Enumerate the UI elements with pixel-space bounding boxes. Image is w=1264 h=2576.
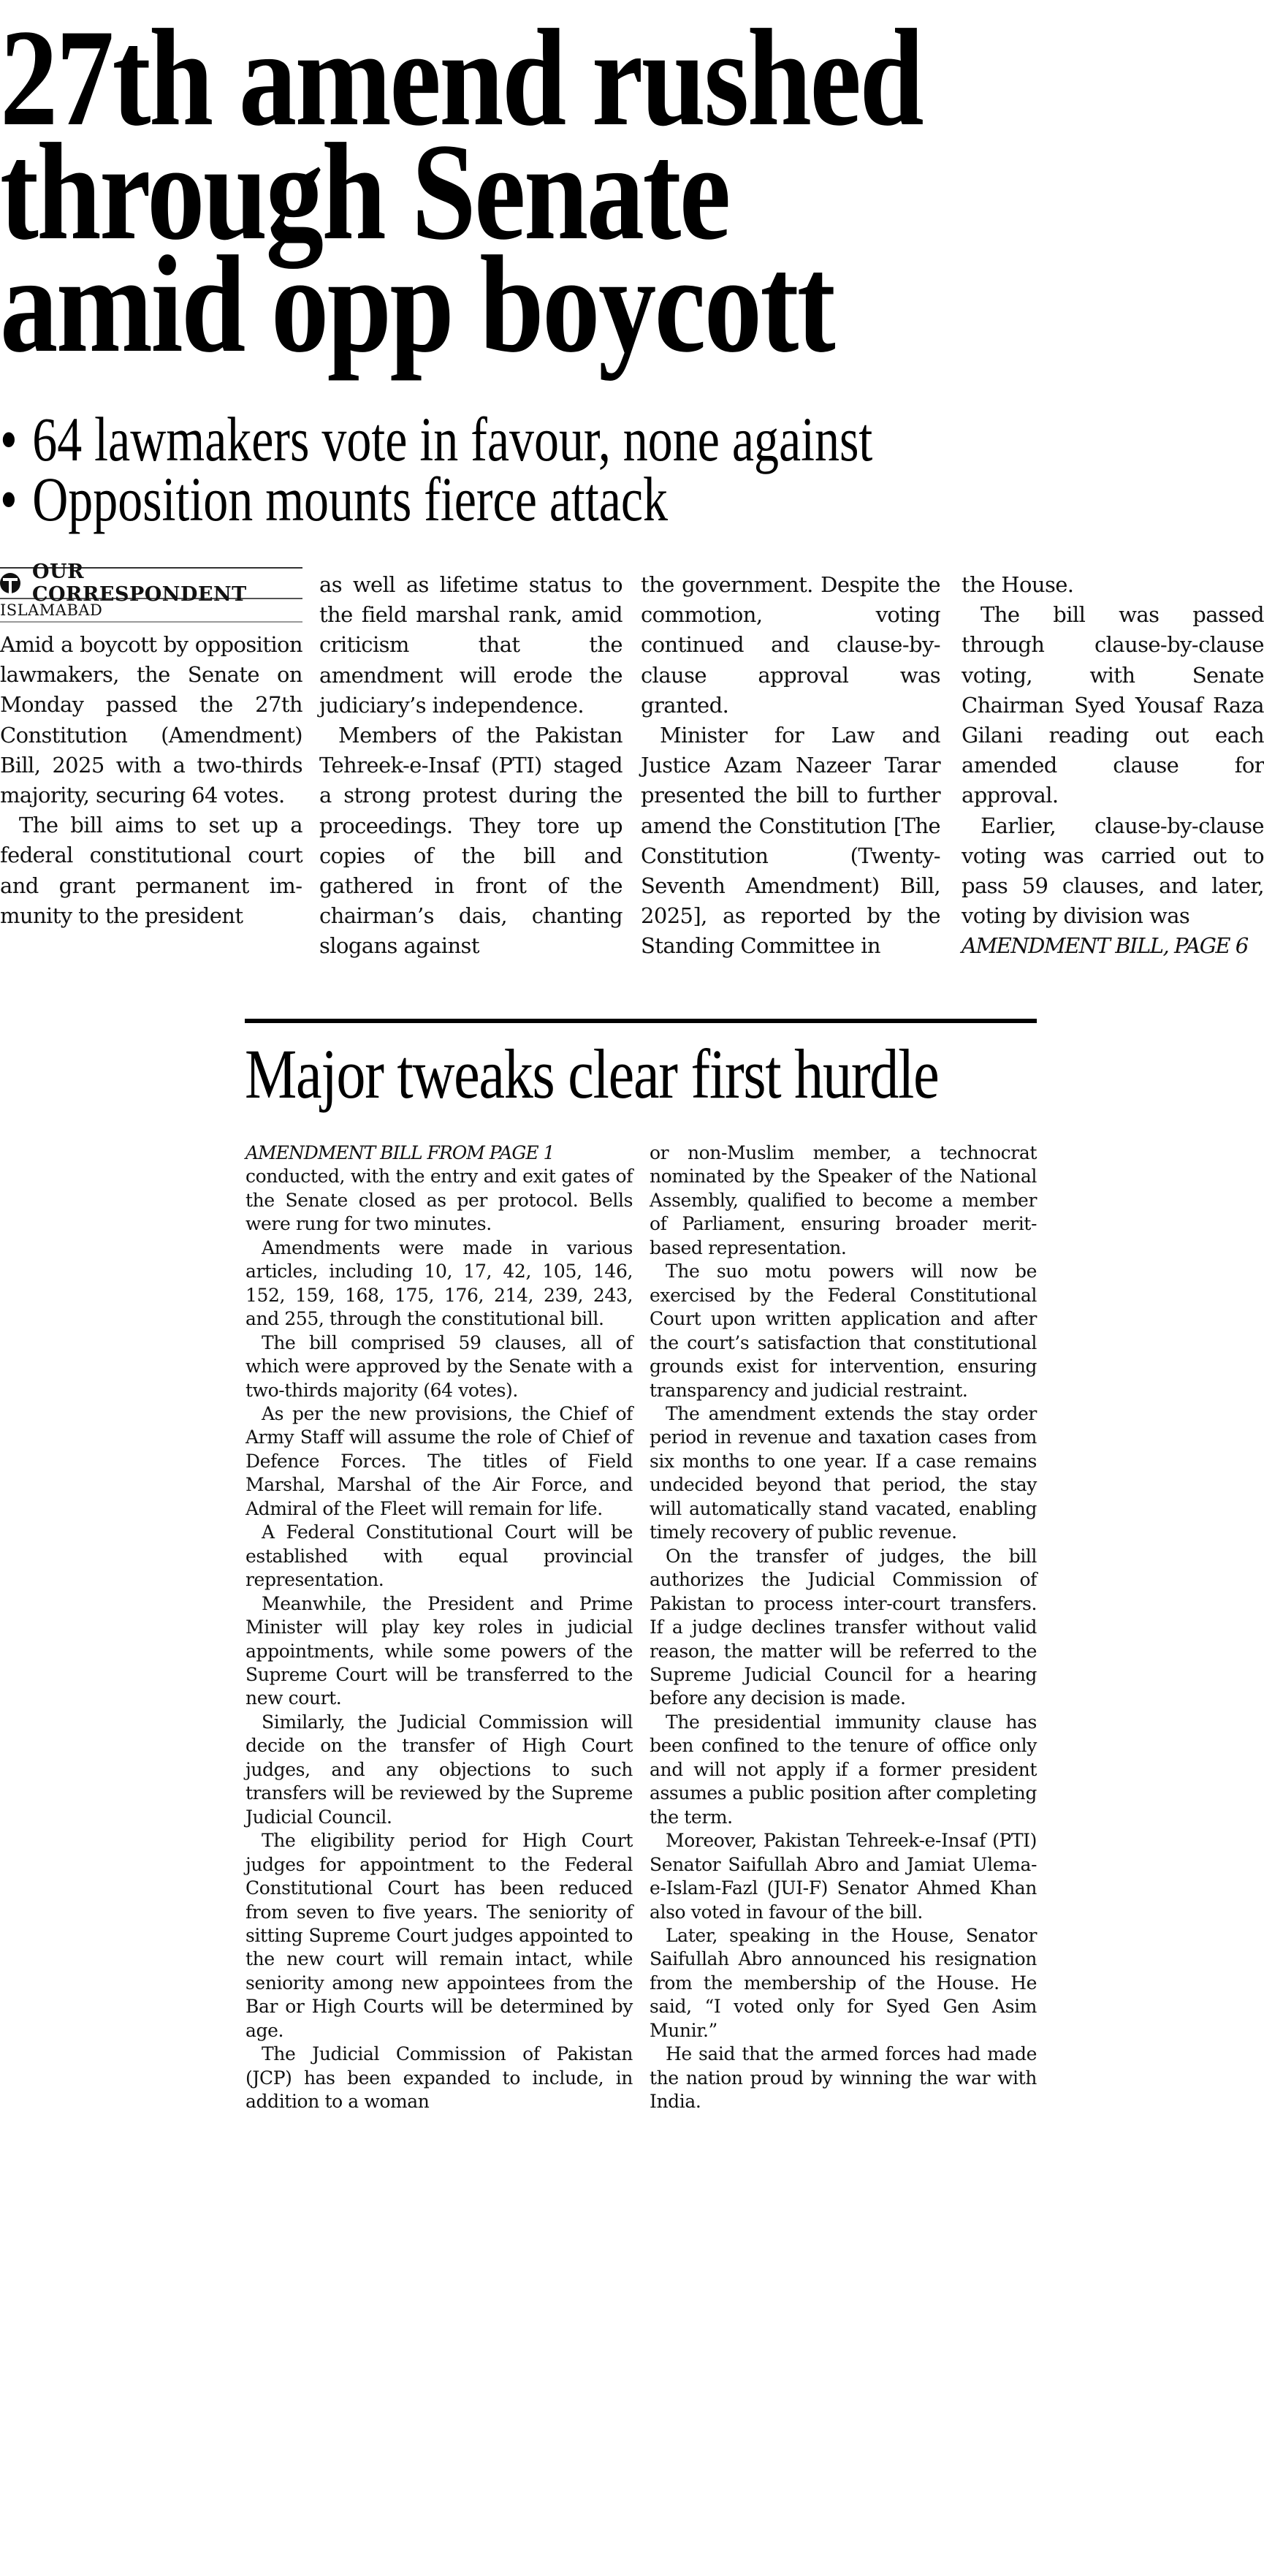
paragraph: The amendment extends the stay order period in revenue and taxation cases from six months to one year. If a case remains undecided beyond that period, the stay will automatically stand vacated, enabling timely recovery of public revenue. <box>650 1402 1037 1543</box>
paragraph: As per the new provisions, the Chief of Army Staff will assume the role of Chief of Defence Forces. The titles of Field Marshal, Marshal of the Air Force, and Admiral of the Fleet will remain for life. <box>245 1402 633 1519</box>
byline-rule <box>0 621 302 623</box>
secondary-column-left <box>245 1141 633 2114</box>
paragraph: The presidential immunity clause has been confined to the tenure of office only and will not apply if a former president assumes a public position after completing the term. <box>650 1711 1037 1828</box>
main-headline-line-1: 27th amend rushed <box>0 1 923 155</box>
byline-author-row <box>0 561 302 606</box>
deck-item <box>0 404 873 474</box>
body-column-3 <box>641 570 940 962</box>
paragraph: Meanwhile, the President and Prime Minister will play key roles in judicial appointments, while some powers of the Supreme Court will be transferred to the new court. <box>245 1592 633 1709</box>
paragraph: The suo motu powers will now be exercised by the Federal Constitutional Court upon written application and after the court’s satisfaction that constitutional grounds exist for intervention, ensuring transparency and judicial restraint. <box>650 1261 1037 1401</box>
paragraph: Minister for Law and Justice Azam Nazeer Tarar presented the bill to further amend the Constitution [The Constitution (Twenty-Seventh Amendment) Bill, 2025], as reported by the Standing Committee in <box>641 723 940 959</box>
byline-author: OUR CORRESPONDENT <box>32 561 247 606</box>
dateline: ISLAMABAD <box>0 601 103 619</box>
paragraph: Later, speaking in the House, Senator Saifullah Abro announced his resignation from the membership of the House. He said, “I voted only for Syed Gen Asim Munir.” <box>650 1924 1037 2041</box>
paragraph: as well as lifetime status to the field marshal rank, amid criticism that the amendment will erode the judiciary’s independence. <box>319 572 623 718</box>
main-headline-line-2: through Senate <box>0 115 729 269</box>
main-headline-line-3: amid opp boycott <box>0 228 834 381</box>
paragraph: On the transfer of judges, the bill authorizes the Judicial Commission of Pakistan to process inter-court transfers. If a judge declines transfer without valid reason, the matter will be referred to the Supreme Judicial Council for a hearing before any decision is made. <box>650 1545 1037 1709</box>
paragraph: Amid a boycott by opposition lawmakers, the Senate on Monday passed the 27th Constitution (Amendment) Bill, 2025 with a two-thirds majority, securing 64 votes. <box>0 632 302 808</box>
bullet-icon: • <box>0 464 18 534</box>
paragraph: the House. <box>962 572 1074 597</box>
paragraph: Members of the Pakistan Tehreek-e-Insaf (PTI) staged a strong protest during the proceedings. They tore up copies of the bill and gathered in front of the chairman’s dais, chanting slogans against <box>319 723 623 959</box>
section-divider <box>245 1019 1037 1023</box>
paragraph: Earlier, clause-by-clause voting was carried out to pass 59 clauses, and later, voting by division was <box>962 813 1264 929</box>
paragraph: Similarly, the Judicial Commission will decide on the transfer of High Court judges, and any objections to such transfers will be reviewed by the Supreme Judicial Council. <box>245 1711 633 1828</box>
secondary-headline: Major tweaks clear first hurdle <box>245 1035 939 1113</box>
paragraph: The bill was passed through clause-by-clause voting, with Senate Chairman Syed Yousaf Raza Gilani reading out each amended clause for approval. <box>962 602 1264 808</box>
continuation-kicker: AMENDMENT BILL FROM PAGE 1 <box>245 1142 555 1163</box>
body-column-1 <box>0 630 302 931</box>
paragraph: The eligibility period for High Court judges for appointment to the Federal Constitutional Court has been reduced from seven to five years. The seniority of sitting Supreme Court judges appointed to the new court will remain intact, while seniority among new appointees from the Bar or High Courts will be determined by age. <box>245 1830 633 2041</box>
byline <box>0 561 302 623</box>
paragraph: A Federal Constitutional Court will be established with equal provincial representation. <box>245 1521 633 1591</box>
paragraph: He said that the armed forces had made the nation proud by winning the war with India. <box>650 2043 1037 2113</box>
paragraph: Amendments were made in various articles, including 10, 17, 42, 105, 146, 152, 159, 168, 175, 176, 214, 239, 243, and 255, through the constitutional bill. <box>245 1236 633 1330</box>
paragraph: the government. Despite the commotion, voting continued and clause-by-clause approval was granted. <box>641 572 940 718</box>
paragraph: The bill comprised 59 clauses, all of which were approved by the Senate with a two-thirds majority (64 votes). <box>245 1331 633 1401</box>
paragraph: Moreover, Pakistan Tehreek-e-Insaf (PTI) Senator Saifullah Abro and Jamiat Ulema-e-Islam-Fazl (JUI-F) Senator Ahmed Khan also voted in favour of the bill. <box>650 1830 1037 1923</box>
deck-item <box>0 464 669 534</box>
paragraph: The Judicial Commission of Pakistan (JCP) has been expanded to include, in addition to a woman <box>245 2043 633 2113</box>
jump-line-link[interactable]: AMENDMENT BILL, PAGE 6 <box>962 933 1248 959</box>
secondary-column-right <box>650 1141 1037 2114</box>
body-column-4 <box>962 570 1264 962</box>
tribune-logo-icon <box>0 573 20 593</box>
paragraph: The bill aims to set up a federal constitutional court and grant permanent immunity to the president <box>0 813 302 928</box>
deck-text: 64 lawmakers vote in favour, none against <box>32 404 873 474</box>
deck-text: Opposition mounts fierce attack <box>32 464 669 534</box>
bullet-icon: • <box>0 404 18 474</box>
paragraph: or non-Muslim member, a technocrat nominated by the Speaker of the National Assembly, qualified to become a member of Parliament, ensuring broader merit-based representation. <box>650 1142 1037 1258</box>
paragraph: conducted, with the entry and exit gates of the Senate closed as per protocol. Bells were rung for two minutes. <box>245 1166 633 1235</box>
body-column-2 <box>319 570 623 962</box>
